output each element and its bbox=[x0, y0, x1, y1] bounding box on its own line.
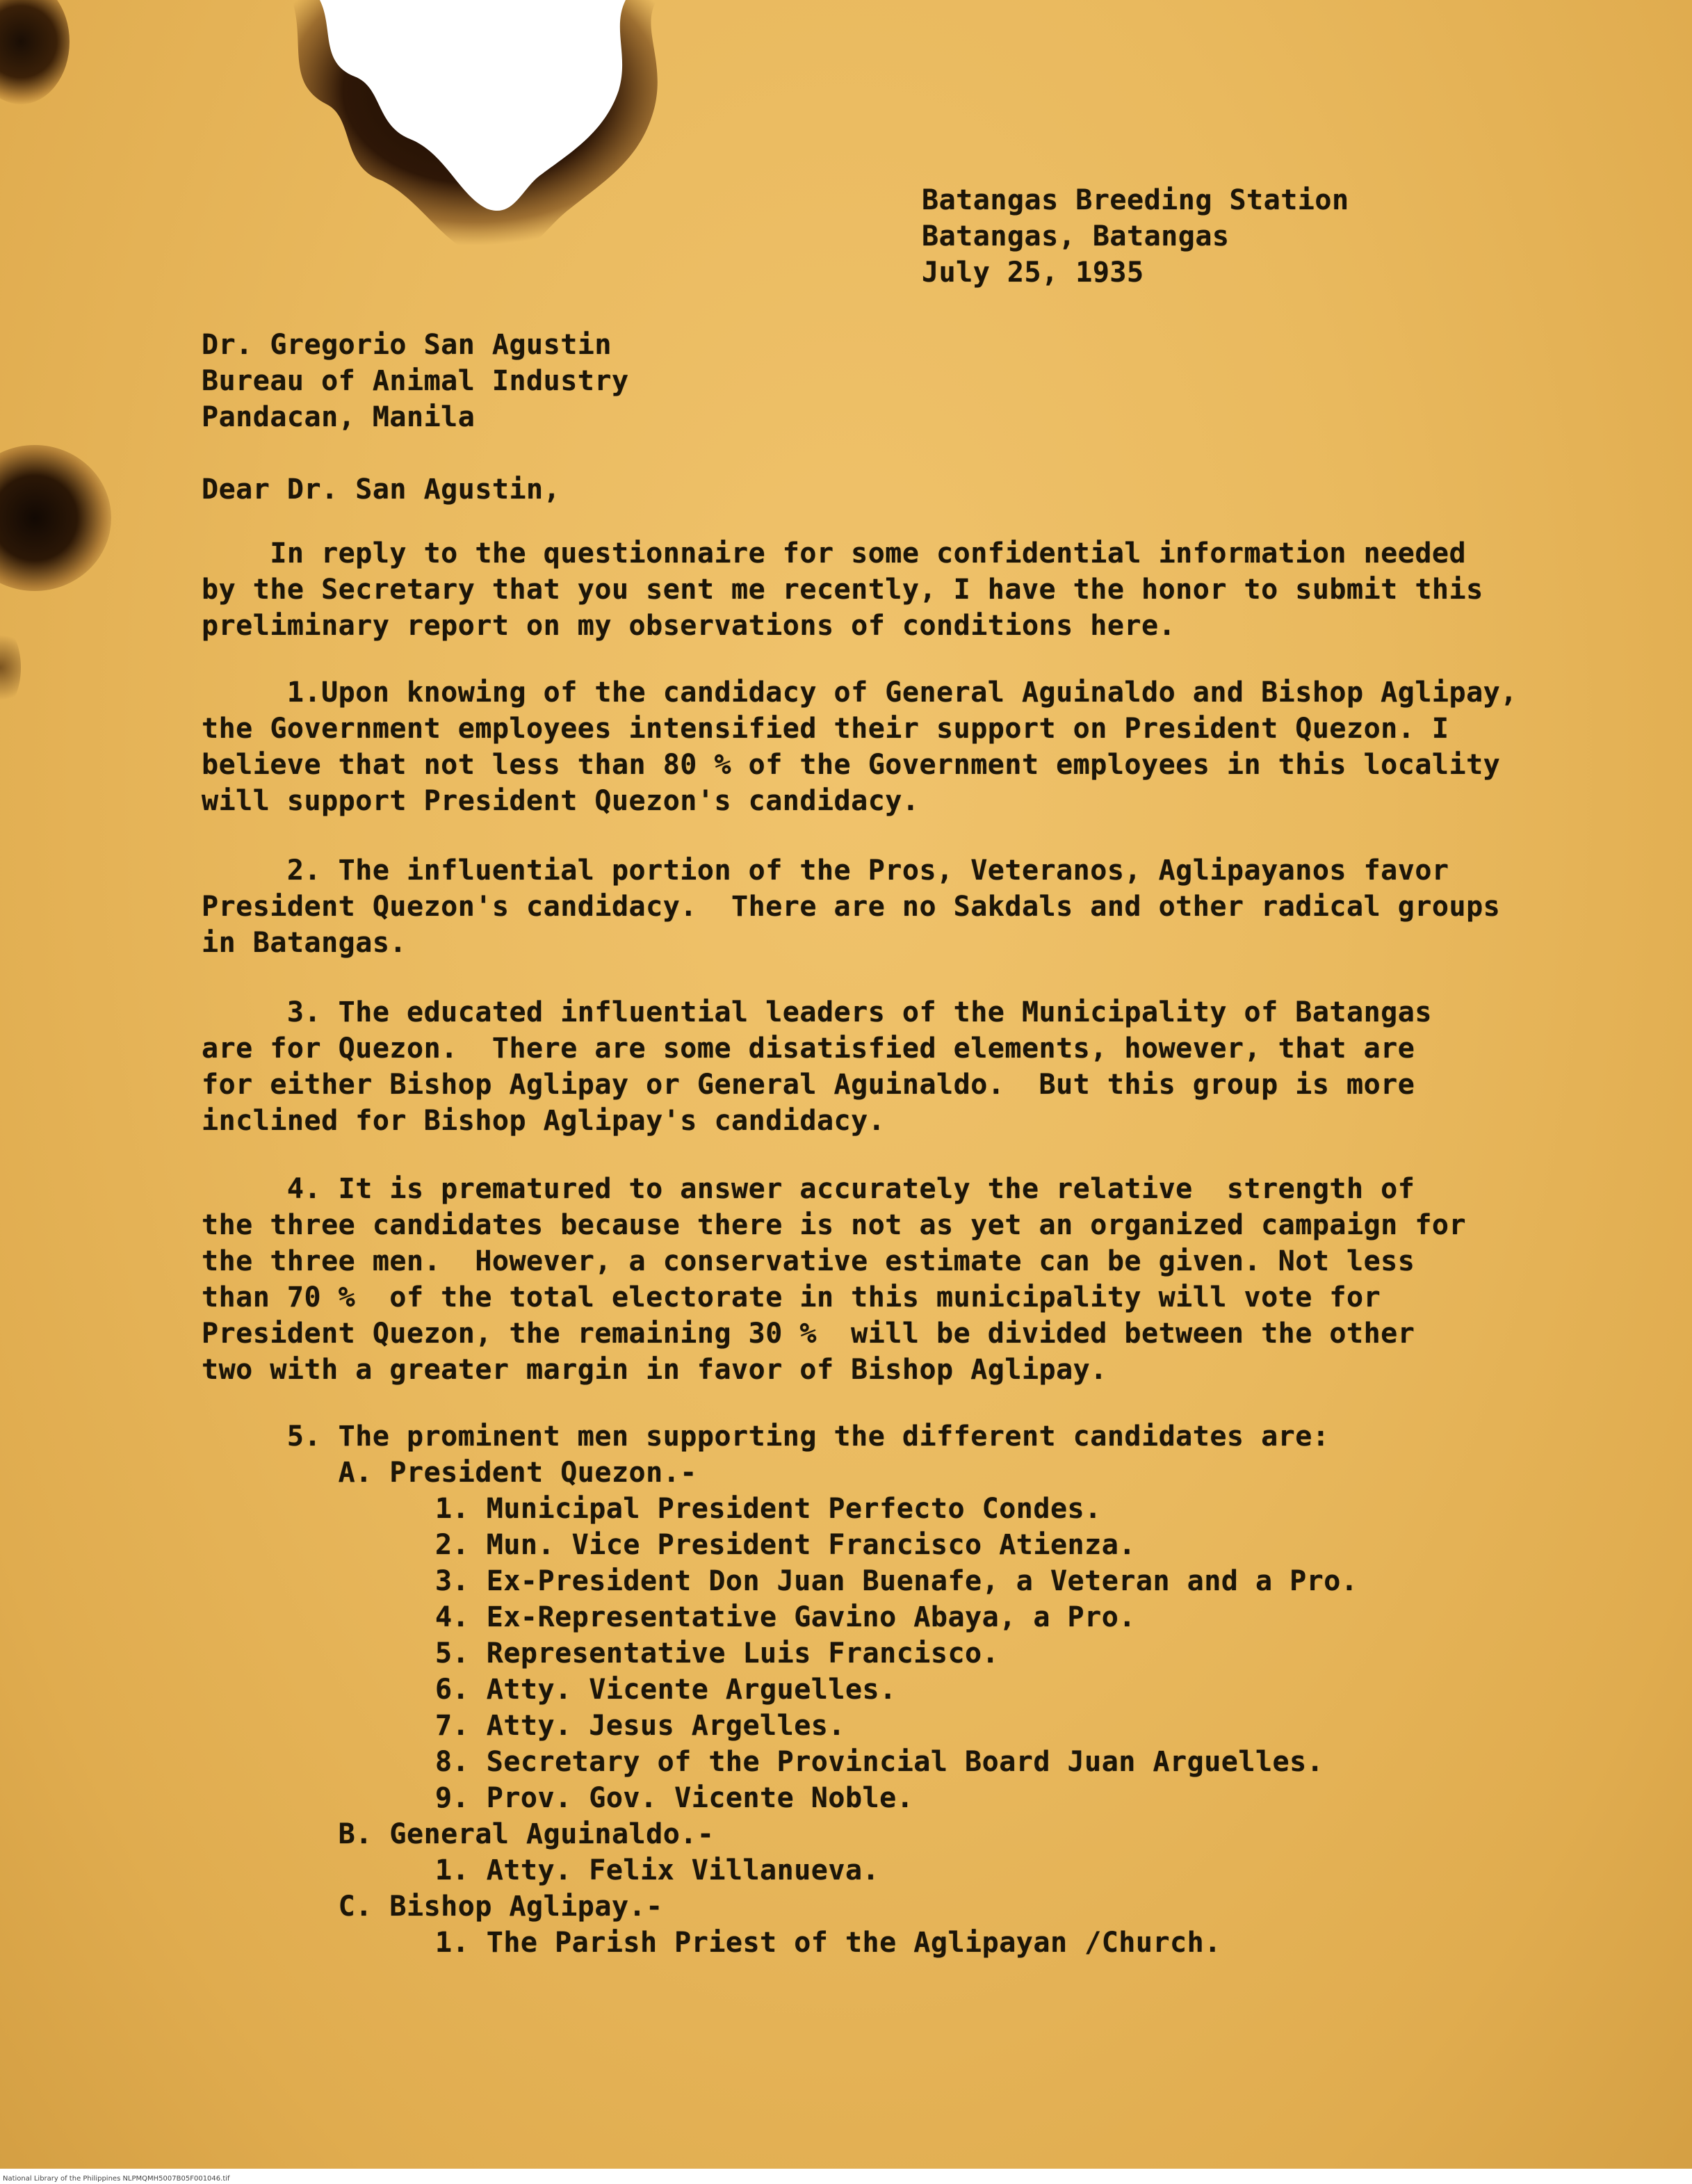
paragraph-line: believe that not less than 80 % of the Government employees in this locality bbox=[202, 749, 1501, 781]
paragraph-line: in Batangas. bbox=[202, 927, 407, 959]
list-item: 8. Secretary of the Provincial Board Juan Arguelles. bbox=[435, 1746, 1324, 1778]
paragraph-line: inclined for Bishop Aglipay's candidacy. bbox=[202, 1105, 886, 1137]
paragraph-line: than 70 % of the total electorate in this municipality will vote for bbox=[202, 1281, 1381, 1313]
recipient-address: Pandacan, Manila bbox=[202, 401, 475, 433]
list-item: 6. Atty. Vicente Arguelles. bbox=[435, 1674, 897, 1706]
group-a-list bbox=[435, 1491, 1358, 1816]
paragraph-line: 2. The influential portion of the Pros, Veteranos, Aglipayanos favor bbox=[202, 855, 1449, 887]
point-4-paragraph bbox=[202, 1171, 1466, 1388]
group-b-heading: B. General Aguinaldo.- bbox=[202, 1818, 715, 1850]
group-a-heading: A. President Quezon.- bbox=[202, 1457, 697, 1489]
point-5-intro: 5. The prominent men supporting the different candidates are: bbox=[202, 1421, 1330, 1453]
list-item: 7. Atty. Jesus Argelles. bbox=[435, 1710, 845, 1742]
intro-paragraph bbox=[202, 535, 1483, 644]
paragraph-line: two with a greater margin in favor of Bishop Aglipay. bbox=[202, 1354, 1107, 1386]
paragraph-line: the three men. However, a conservative estimate can be given. Not less bbox=[202, 1245, 1415, 1277]
paragraph-line: President Quezon, the remaining 30 % will be divided between the other bbox=[202, 1318, 1415, 1350]
burn-hole bbox=[278, 0, 667, 292]
recipient-name: Dr. Gregorio San Agustin bbox=[202, 329, 612, 361]
salutation: Dear Dr. San Agustin, bbox=[202, 474, 561, 505]
paragraph-line: 4. It is prematured to answer accurately the relative strength of bbox=[202, 1173, 1415, 1205]
group-b-list bbox=[435, 1852, 879, 1888]
sender-block bbox=[922, 182, 1349, 291]
list-item: 5. Representative Luis Francisco. bbox=[435, 1637, 1000, 1669]
paragraph-line: the three candidates because there is not as yet an organized campaign for bbox=[202, 1209, 1467, 1241]
paragraph-line: In reply to the questionnaire for some confidential information needed bbox=[202, 537, 1467, 569]
sender-station: Batangas Breeding Station bbox=[922, 184, 1349, 216]
list-item: 3. Ex-President Don Juan Buenafe, a Veteran and a Pro. bbox=[435, 1565, 1358, 1597]
paragraph-line: for either Bishop Aglipay or General Aguinaldo. But this group is more bbox=[202, 1069, 1415, 1101]
point-2-paragraph bbox=[202, 852, 1500, 961]
paragraph-line: 1.Upon knowing of the candidacy of General Aguinaldo and Bishop Aglipay, bbox=[202, 677, 1518, 709]
paragraph-line: preliminary report on my observations of conditions here. bbox=[202, 610, 1176, 642]
paragraph-line: will support President Quezon's candidacy. bbox=[202, 785, 920, 817]
paragraph-line: President Quezon's candidacy. There are no Sakdals and other radical groups bbox=[202, 891, 1501, 923]
recipient-block bbox=[202, 327, 629, 435]
sender-location: Batangas, Batangas bbox=[922, 220, 1230, 252]
point-1-paragraph bbox=[202, 674, 1518, 819]
letter-date: July 25, 1935 bbox=[922, 257, 1144, 289]
list-item: 1. The Parish Priest of the Aglipayan /Church. bbox=[435, 1927, 1221, 1959]
list-item: 9. Prov. Gov. Vicente Noble. bbox=[435, 1782, 914, 1814]
paragraph-line: the Government employees intensified their support on President Quezon. I bbox=[202, 713, 1449, 745]
group-c-list bbox=[435, 1925, 1221, 1961]
list-item: 2. Mun. Vice President Francisco Atienza. bbox=[435, 1529, 1136, 1561]
scan-credit: National Library of the Philippines NLPMQMH5007B05F001046.tif bbox=[3, 2175, 230, 2183]
list-item: 1. Municipal President Perfecto Condes. bbox=[435, 1493, 1102, 1525]
scan-footer-strip bbox=[0, 2169, 1692, 2184]
paragraph-line: by the Secretary that you sent me recently, I have the honor to submit this bbox=[202, 574, 1483, 606]
point-3-paragraph bbox=[202, 994, 1432, 1139]
list-item: 1. Atty. Felix Villanueva. bbox=[435, 1854, 880, 1886]
paragraph-line: 3. The educated influential leaders of the Municipality of Batangas bbox=[202, 996, 1432, 1028]
paragraph-line: are for Quezon. There are some disatisfied elements, however, that are bbox=[202, 1033, 1415, 1065]
group-c-heading: C. Bishop Aglipay.- bbox=[202, 1891, 663, 1923]
list-item: 4. Ex-Representative Gavino Abaya, a Pro. bbox=[435, 1601, 1136, 1633]
recipient-office: Bureau of Animal Industry bbox=[202, 365, 629, 397]
